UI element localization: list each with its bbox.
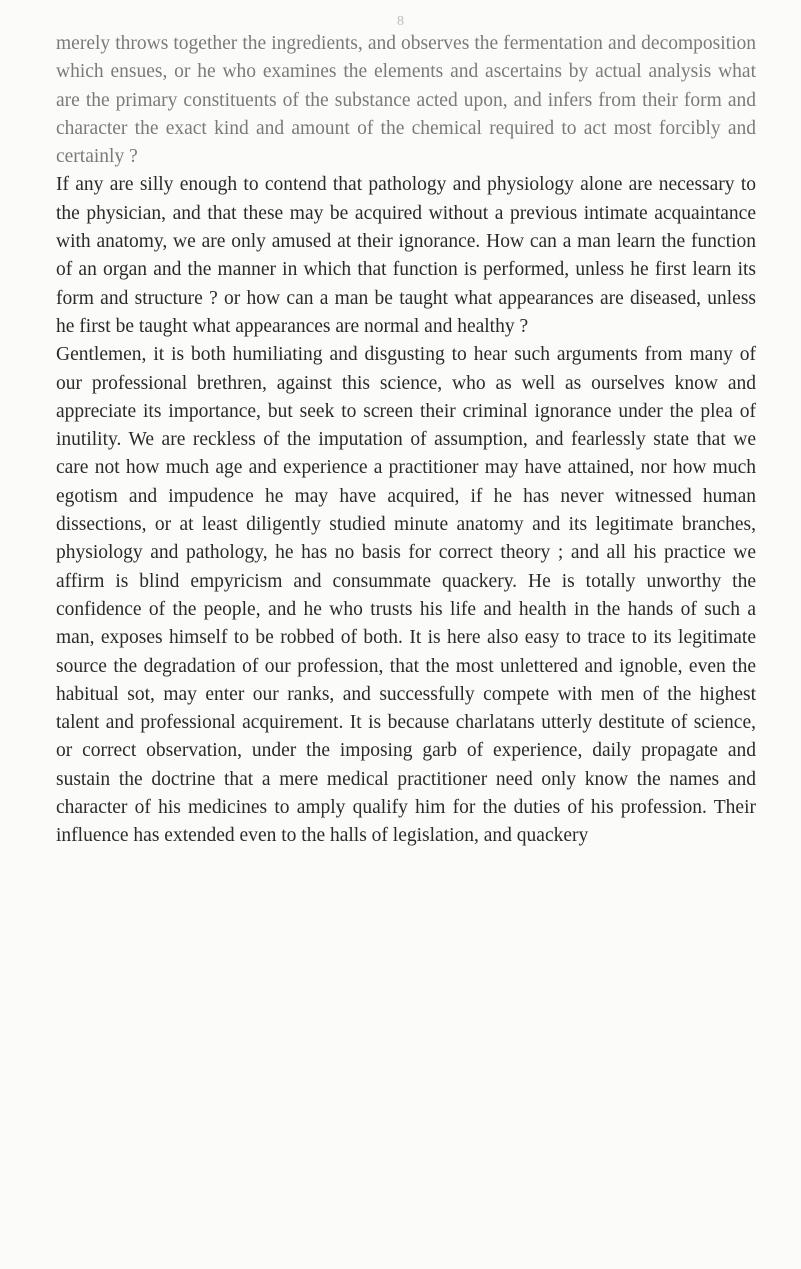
paragraph-continued: merely throws together the ingredients, and observes the fermentation and decomposition which ensues, or he who examines the elements and ascertains by actual analysis what are the primary constituents of the substance acted upon, and infers from their form and character the exact kind and amount of the chemical required to act most forcibly and certainly ? — [56, 33, 756, 168]
paragraph-gentlemen: Gentlemen, it is both humiliating and disgusting to hear such arguments from many of our professional brethren, against this science, who as well as ourselves know and appreciate its importance, but seek to screen their criminal ignorance under the plea of inutility. We are reckless of the imputation of assumption, and fearlessly state that we care not how much age and experience a practitioner may have attained, nor how much egotism and impudence he may have acquired, if he has never witnessed human dissections, or at least diligently studied minute anatomy and its legitimate branches, physiology and pathology, he has no basis for correct theory ; and all his practice we affirm is blind empyricism and consummate quackery. He is totally unworthy the confidence of the people, and he who trusts his life and health in the hands of such a man, exposes himself to be robbed of both. It is here also easy to trace to its legitimate source the degradation of our profession, that the most unlettered and ignoble, even the habitual sot, may enter our ranks, and successfully compete with men of the highest talent and professional acquirement. It is because charlatans utterly destitute of science, or correct observation, under the imposing garb of experience, daily propagate and sustain the doctrine that a mere medical practitioner need only know the names and character of his medicines to amply qualify him for the duties of his profession. Their influence has extended even to the halls of legislation, and quackery — [56, 344, 756, 847]
body-text — [56, 30, 756, 851]
page-number: 8 — [397, 14, 404, 29]
paragraph-anatomy-argument: If any are silly enough to contend that pathology and physiology alone are necessary to the physician, and that these may be acquired without a previous intimate acquaintance with anatomy, we are only amused at their ignorance. How can a man learn the function of an organ and the manner in which that function is performed, unless he first learn its form and structure ? or how can a man be taught what appearances are diseased, unless he first be taught what appearances are normal and healthy ? — [56, 174, 756, 337]
